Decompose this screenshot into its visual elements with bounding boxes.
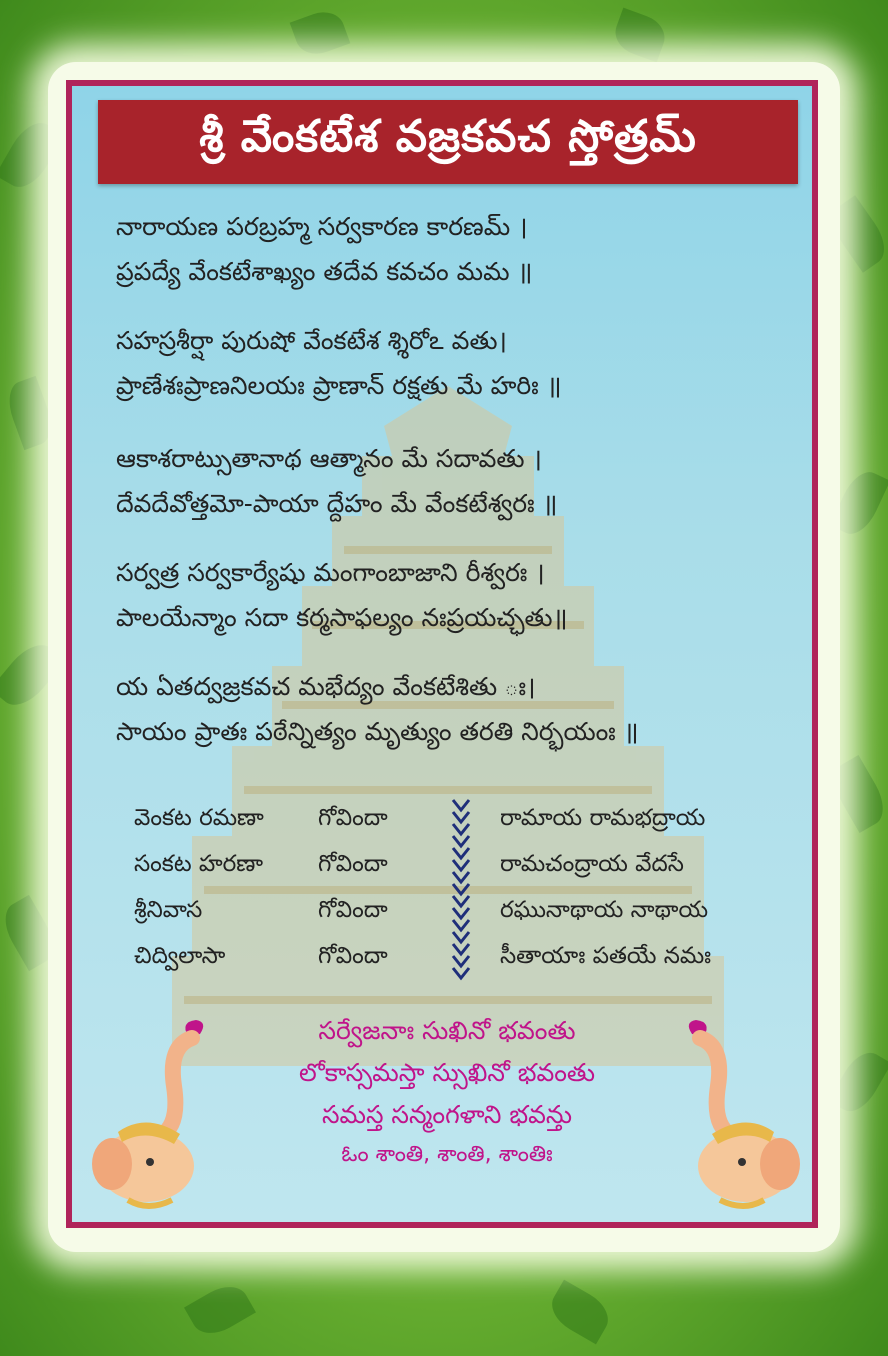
verse-1	[116, 204, 776, 294]
background-leaf	[184, 1278, 256, 1343]
blessing-line: ఓం శాంతి, శాంతి, శాంతిః	[341, 1142, 553, 1167]
name-govinda: గోవిందా	[318, 943, 388, 969]
name-right: రఘునాథాయ నాథాయ	[500, 897, 709, 923]
chevron-divider-icon	[450, 796, 472, 982]
verse-line: సహస్రశీర్షా పురుషో వేంకటేశ శ్శిరోఽ వతు।	[116, 326, 508, 355]
background-leaf	[544, 1280, 616, 1345]
blessing-line: సమస్త సన్మంగళాని భవన్తు	[321, 1100, 573, 1129]
verse-line: ప్రాణేశఃప్రాణనిలయః ప్రాణాన్ రక్షతు మే హరిః ॥	[116, 371, 562, 400]
blessing-line: లోకాస్సమస్తా స్సుఖినో భవంతు	[298, 1058, 596, 1087]
name-govinda: గోవిందా	[318, 851, 388, 877]
title-banner	[98, 100, 798, 184]
verse-line: ఆకాశరాట్సుతానాథ ఆత్మానం మే సదావతు ।	[116, 444, 542, 473]
background-leaf	[610, 8, 671, 63]
blessing-line: సర్వేజనాః సుఖినో భవంతు	[318, 1016, 576, 1045]
name-left: సంకట హరణా	[134, 851, 264, 877]
name-right: రామాయ రామభద్రాయ	[500, 805, 706, 831]
verse-line: సర్వత్ర సర్వకార్యేషు మంగాంబాజాని రీశ్వరః ।	[116, 558, 545, 587]
ganesha-left-image	[88, 1016, 208, 1216]
verse-line: ప్రపద్యే వేంకటేశాఖ్యం తదేవ కవచం మమ ॥	[116, 257, 533, 286]
name-right: సీతాయాః పతయే నమః	[500, 943, 712, 969]
verse-line: సాయం ప్రాతః పఠేన్నిత్యం మృత్యుం తరతి నిర్భయంః ॥	[116, 717, 639, 746]
name-left: వెంకట రమణా	[134, 805, 264, 831]
verse-4	[116, 550, 776, 640]
verse-5	[116, 664, 776, 754]
name-govinda: గోవిందా	[318, 805, 388, 831]
ganesha-right-image	[684, 1016, 804, 1216]
background-leaf	[290, 6, 351, 61]
name-right: రామచంద్రాయ వేదసే	[500, 851, 684, 877]
name-govinda: గోవిందా	[318, 897, 388, 923]
name-left: చిద్విలాసా	[134, 943, 226, 969]
name-left: శ్రీనివాస	[134, 897, 203, 923]
stotram-card	[66, 80, 818, 1228]
verse-line: పాలయేన్మాం సదా కర్మసాఫల్యం నఃప్రయచ్ఛతు॥	[116, 603, 568, 632]
verse-3	[116, 436, 776, 526]
verse-line: దేవదేవోత్తమో-పాయా ద్దేహం మే వేంకటేశ్వరః ॥	[116, 489, 558, 518]
page-title: శ్రీ వేంకటేశ వజ్రకవచ స్తోత్రమ్	[199, 111, 697, 162]
verse-2	[116, 318, 776, 408]
verse-line: య ఏతద్వజ్రకవచ మభేద్యం వేంకటేశితు ః।	[116, 672, 536, 701]
verse-line: నారాయణ పరబ్రహ్మ సర్వకారణ కారణమ్ ।	[116, 212, 528, 241]
